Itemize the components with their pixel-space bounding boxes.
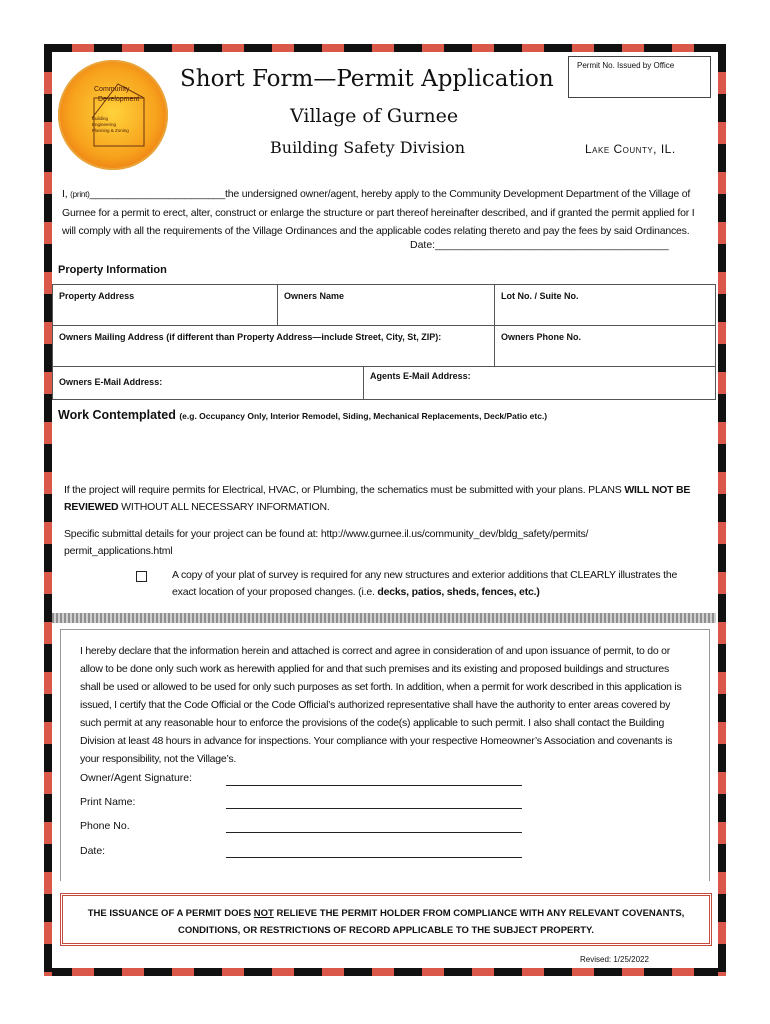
- signature-line[interactable]: [226, 785, 522, 786]
- declaration-paragraph: I hereby declare that the information herein and attached is correct and agree in consideration of and upon issuance of permit, to do or allow to be done only such work as herewith applied for and that such premises and its existing and proposed buildings and structures shall be used or allowed to be used for only such purposes as set forth. In addition, when a permit for work described in this application is issued, I certify that the Code Official or the Code Official’s authorized representative shall have the authority to enter areas covered by such permit at any reasonable hour to enforce the provisions of the code(s) applicable to such permit. I also shall contact the Building Division at least 48 hours in advance for inspections. Your compliance with your respective Homeowner’s Association and covenants is your responsibility, not the Village’s.: [80, 645, 682, 765]
- owners-phone-field[interactable]: Owners Phone No.: [494, 325, 716, 367]
- date-line[interactable]: [226, 857, 522, 858]
- notice-text: THE ISSUANCE OF A PERMIT DOES NOT RELIEVE THE PERMIT HOLDER FROM COMPLIANCE WITH ANY RELEVANT COVENANTS, CONDITIONS, OR RESTRICTIONS OF RECORD APPLICABLE TO THE SUBJECT PROPERTY.: [87, 908, 685, 936]
- phone-label: Phone No.: [80, 820, 130, 832]
- intro-paragraph: I, (print)________________________the undersigned owner/agent, hereby apply to the Community Development Department of the Village of Gurnee for a permit to erect, alter, construct or enlarge the structure or part thereof hereinafter described, and if granted the permit applied for I will comply with all the requirements of the Village Ordinances and the applicable codes relating thereto and pay the fees by said Ordinances.: [62, 188, 695, 237]
- property-address-field[interactable]: Property Address: [52, 284, 278, 326]
- print-name-label: Print Name:: [80, 796, 136, 808]
- plans-notice: If the project will require permits for Electrical, HVAC, or Plumbing, the schematics must be submitted with your plans. PLANS WILL NOT BE REVIEWED WITHOUT ALL NECESSARY INFORMATION.: [64, 484, 691, 513]
- county-label: Lake County, IL.: [585, 142, 676, 156]
- border-stripe-left: [44, 44, 52, 976]
- logo-text-departments: Building Engineering Planning & Zoning: [92, 116, 129, 133]
- intro-date-field[interactable]: Date:________________________________________: [410, 239, 669, 251]
- village-name: Village of Gurnee: [290, 105, 459, 127]
- lot-number-field[interactable]: Lot No. / Suite No.: [494, 284, 716, 326]
- plat-survey-notice: A copy of your plat of survey is required for any new structures and exterior additions that CLEARLY illustrates the exact location of your proposed changes. (i.e. decks, patios, sheds, fences, etc.): [172, 569, 678, 598]
- border-stripe-top: [44, 44, 726, 52]
- print-name-line[interactable]: [226, 808, 522, 809]
- survey-checkbox[interactable]: [136, 571, 147, 582]
- mailing-address-field[interactable]: Owners Mailing Address (if different than Property Address—include Street, City, St, ZIP):: [52, 325, 495, 367]
- agents-email-field[interactable]: Agents E-Mail Address:: [363, 366, 716, 400]
- logo-text-development: Development: [98, 96, 140, 103]
- form-title: Short Form—Permit Application: [180, 66, 554, 92]
- phone-line[interactable]: [226, 832, 522, 833]
- community-development-logo: [58, 60, 168, 170]
- print-hint: (print): [70, 190, 90, 199]
- submittal-details: Specific submittal details for your project can be found at: http://www.gurnee.il.us/community_dev/bldg_safety/permits/ permit_applications.html: [64, 528, 589, 557]
- section-divider: [52, 613, 716, 623]
- owners-name-field[interactable]: Owners Name: [277, 284, 495, 326]
- property-information-heading: Property Information: [58, 264, 167, 276]
- date-label: Date:: [80, 845, 106, 857]
- work-contemplated-heading[interactable]: Work Contemplated (e.g. Occupancy Only, Interior Remodel, Siding, Mechanical Replacements, Deck/Patio etc.): [58, 408, 548, 422]
- owners-email-field[interactable]: Owners E-Mail Address:: [52, 366, 364, 400]
- applicant-name-field[interactable]: ________________________: [89, 188, 226, 200]
- border-stripe-right: [718, 44, 726, 976]
- border-stripe-bottom: [44, 968, 726, 976]
- permit-number-label: Permit No. Issued by Office: [577, 61, 675, 70]
- permit-number-box[interactable]: [568, 56, 711, 98]
- logo-text-community: Community: [94, 86, 130, 93]
- revised-date: Revised: 1/25/2022: [580, 955, 649, 964]
- signature-label: Owner/Agent Signature:: [80, 772, 193, 784]
- division-name: Building Safety Division: [270, 138, 466, 157]
- work-examples: (e.g. Occupancy Only, Interior Remodel, Siding, Mechanical Replacements, Deck/Patio etc.): [179, 411, 548, 421]
